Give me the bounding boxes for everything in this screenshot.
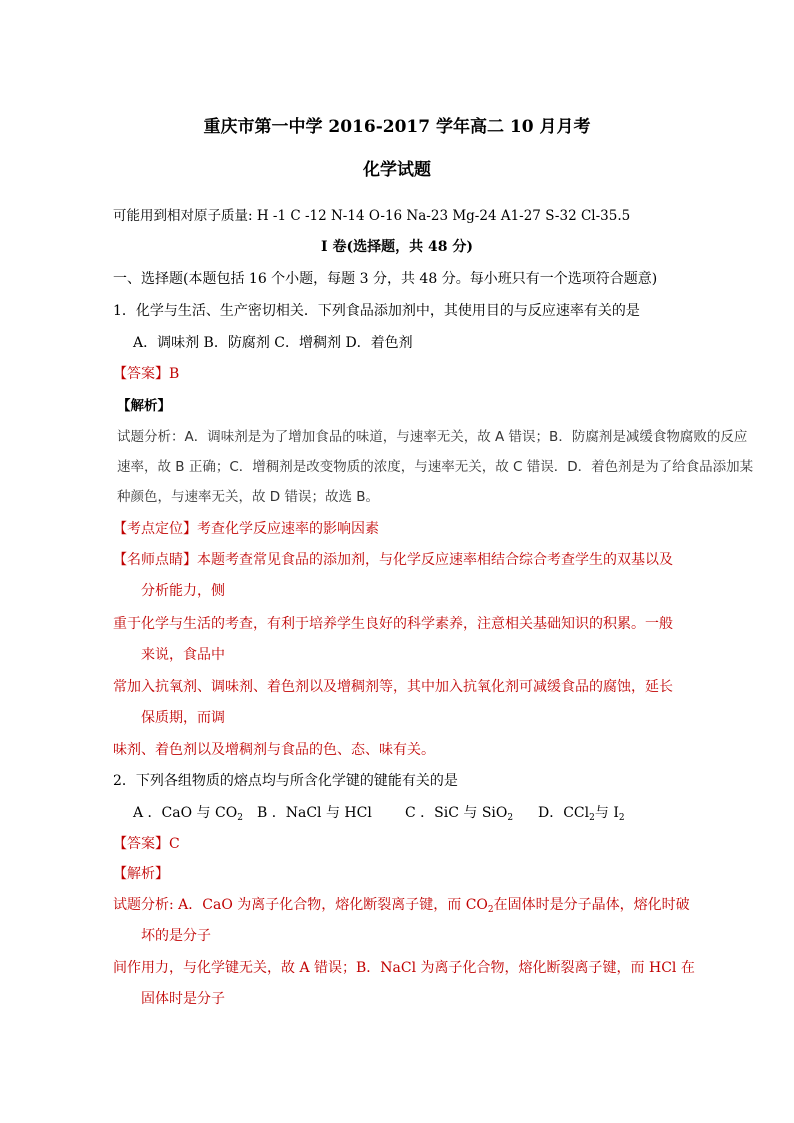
question-1-mingshi-line: 常加入抗氧剂、调味剂、着色剂以及增稠剂等，其中加入抗氧化剂可减缓食品的腐蚀，延长 bbox=[113, 679, 673, 695]
subscript: 2 bbox=[618, 813, 625, 823]
question-1-analysis-label: 【解析】 bbox=[117, 398, 171, 414]
question-1-mingshi-line: 保质期，而调 bbox=[141, 710, 225, 726]
question-1-analysis-line: 速率，故 B 正确；C．增稠剂是改变物质的浓度，与速率无关，故 C 错误．D．着色剂是为了给食品添加某 bbox=[117, 459, 754, 475]
subscript: 2 bbox=[589, 813, 595, 823]
analysis-text: 在固体时是分子晶体，熔化时破 bbox=[493, 897, 690, 913]
question-1-mingshi-line: 【名师点睛】本题考查常见食品的添加剂，与化学反应速率相结合综合考查学生的双基以及 bbox=[113, 552, 673, 568]
question-1-options: A．调味剂 B．防腐剂 C．增稠剂 D．着色剂 bbox=[133, 335, 413, 351]
question-2: 2．下列各组物质的熔点均与所含化学键的键能有关的是 bbox=[113, 773, 458, 789]
option-a-text: A ．CaO 与 CO bbox=[133, 805, 238, 821]
question-1-mingshi-line: 重于化学与生活的考查，有利于培养学生良好的科学素养，注意相关基础知识的积累。一般 bbox=[113, 616, 673, 632]
option-d-text: 与 I bbox=[594, 805, 619, 821]
question-1-mingshi-line: 味剂、着色剂以及增稠剂与食品的色、态、味有关。 bbox=[113, 742, 435, 758]
question-1: 1．化学与生活、生产密切相关．下列食品添加剂中，其使用目的与反应速率有关的是 bbox=[113, 303, 640, 319]
question-2-analysis-line: 固体时是分子 bbox=[141, 991, 225, 1007]
question-2-analysis-line: 间作用力，与化学键无关，故 A 错误；B．NaCl 为离子化合物，熔化断裂离子键，而 HCl 在 bbox=[113, 960, 695, 976]
question-1-mingshi-line: 来说，食品中 bbox=[141, 647, 225, 663]
section-instructions: 一、选择题(本题包括 16 个小题，每题 3 分，共 48 分。每小班只有一个选项符合题意) bbox=[113, 271, 658, 287]
question-1-analysis-line: 种颜色，与速率无关，故 D 错误；故选 B。 bbox=[117, 489, 380, 505]
question-1-kaodian: 【考点定位】考查化学反应速率的影响因素 bbox=[113, 521, 379, 537]
subscript: 2 bbox=[237, 813, 243, 823]
question-2-analysis-label: 【解析】 bbox=[113, 866, 169, 882]
section-title: I 卷(选择题，共 48 分) bbox=[321, 239, 473, 255]
option-d-text: D．CCl bbox=[538, 805, 590, 821]
question-2-option-d bbox=[538, 803, 625, 823]
subscript: 2 bbox=[507, 813, 514, 823]
question-2-option-c bbox=[405, 803, 513, 823]
exam-title: 重庆市第一中学 2016-2017 学年高二 10 月月考 bbox=[203, 117, 591, 137]
question-2-analysis-line bbox=[113, 895, 690, 915]
exam-subtitle: 化学试题 bbox=[363, 160, 431, 180]
question-1-analysis-line: 试题分析：A．调味剂是为了增加食品的味道，与速率无关，故 A 错误；B．防腐剂是减缓食物腐败的反应 bbox=[117, 429, 748, 445]
option-c-text: C ．SiC 与 SiO bbox=[405, 805, 508, 821]
question-1-mingshi-line: 分析能力，侧 bbox=[141, 583, 225, 599]
analysis-text: 试题分析: A．CaO 为离子化合物，熔化断裂离子键，而 CO bbox=[113, 897, 488, 913]
question-2-option-b: B ．NaCl 与 HCl bbox=[257, 805, 372, 821]
question-2-analysis-line: 坏的是分子 bbox=[141, 928, 211, 944]
question-2-answer: 【答案】C bbox=[113, 836, 180, 852]
question-1-answer: 【答案】B bbox=[113, 366, 180, 382]
question-2-option-a bbox=[133, 803, 243, 823]
subscript: 2 bbox=[487, 905, 494, 915]
atomic-masses: 可能用到相对原子质量: H -1 C -12 N-14 O-16 Na-23 Mg-24 A1-27 S-32 Cl-35.5 bbox=[113, 208, 631, 224]
